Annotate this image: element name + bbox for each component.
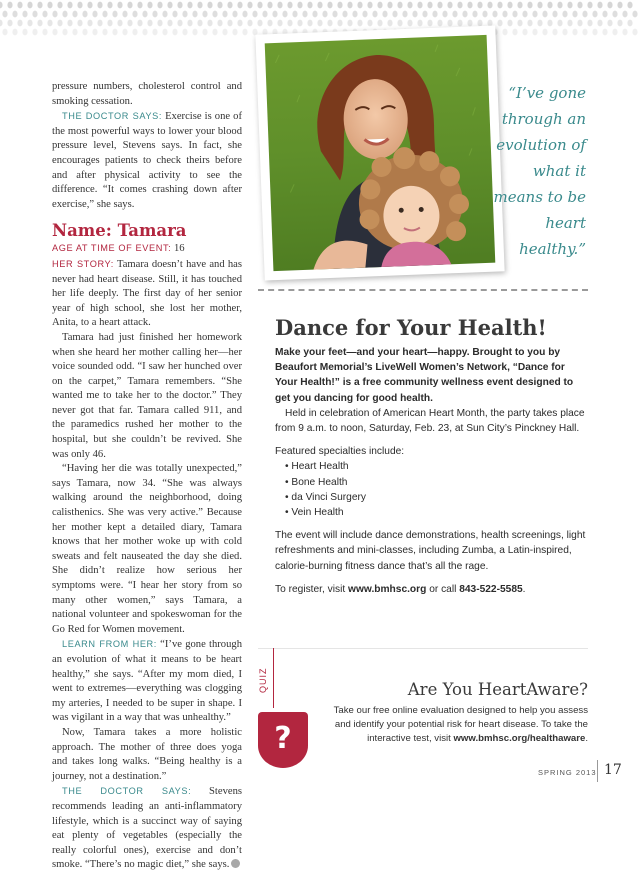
quiz-suffix: . bbox=[585, 733, 588, 744]
photo-frame bbox=[255, 25, 504, 280]
specialty-item: • Heart Health bbox=[285, 459, 587, 474]
learn-text: “I’ve gone through an evolution of what it means to be heart healthy,” she says. “After my mom died, I went to extremes—everything was clogging my arteries, I needed to be super in shape. I was vigilant in a way that was unhealthy.” bbox=[52, 639, 242, 724]
quiz-title: Are You HeartAware? bbox=[407, 680, 588, 699]
question-mark-icon: ? bbox=[258, 712, 308, 768]
end-of-article-icon bbox=[231, 859, 240, 868]
quiz-body bbox=[328, 704, 588, 746]
story-text: Tamara doesn’t have and has never had heart disease. Still, it has touched her life deeply. The first day of her senior year of high school, she lost her mother, Anita, to a heart attack. bbox=[52, 258, 242, 329]
doctor-says-text: Stevens recommends leading an anti-inflammatory lifestyle, which is a succinct way of saying eat plenty of vegetables (especially the really colorful ones), exercise and don’t smoke. “There’s no magic diet,” she says. bbox=[52, 786, 242, 871]
age-value: 16 bbox=[171, 243, 185, 255]
specialties-list bbox=[285, 459, 587, 520]
issue-label: SPRING 2013 bbox=[538, 768, 597, 777]
register-suffix: . bbox=[522, 583, 526, 595]
article-paragraph: Now, Tamara takes a more holistic approach. The mother of three does yoga and takes long walks. “Being healthy is a journey, not a destination.” bbox=[52, 726, 242, 782]
mother-daughter-photo bbox=[265, 35, 496, 271]
learn-paragraph bbox=[52, 637, 242, 726]
dance-event-box bbox=[275, 313, 587, 605]
story-paragraph bbox=[52, 257, 242, 331]
article-paragraph: pressure numbers, cholesterol control and smoking cessation. bbox=[52, 81, 242, 107]
age-line bbox=[52, 241, 242, 257]
article-paragraph: “Having her die was totally unexpected,” says Tamara, now 34. “She was always walking around the neighborhood, doing calisthenics. She was very active.” Because her mother kept a detailed diary, Tamara knows that her mother woke up with cold sweats and felt nauseated the day she died. She didn’t realize how serious her symptoms were. “I hear her story from so many other women,” says Tamara, a national volunteer and spokeswoman for the Go Red for Women movement. bbox=[52, 463, 242, 635]
event-description: The event will include dance demonstrations, health screenings, light refreshments and mini-classes, including Zumba, a Latin-inspired, calorie-burning fitness dance that’s all the rage. bbox=[275, 530, 586, 572]
dance-intro-text: Make your feet—and your heart—happy. Brought to you by Beaufort Memorial’s LiveWell Women’s Network, “Dance for Your Health!” is a free community wellness event designed to get you dancing for good health. bbox=[275, 347, 574, 404]
dance-intro bbox=[275, 345, 587, 436]
quiz-top-rule bbox=[258, 648, 588, 649]
specialty-item: • Bone Health bbox=[285, 475, 587, 490]
quiz-label: QUIZ bbox=[258, 667, 268, 693]
doctor-says-label: THE DOCTOR SAYS: bbox=[62, 111, 162, 122]
quiz-url-link[interactable]: www.bmhsc.org/healthaware bbox=[453, 733, 586, 744]
dance-details: Held in celebration of American Heart Month, the party takes place from 9 a.m. to noon, Saturday, Feb. 23, at Sun City’s Pinckney Hall. bbox=[275, 407, 585, 435]
register-prefix: To register, visit bbox=[275, 583, 349, 595]
specialty-item: • Vein Health bbox=[285, 505, 587, 520]
page-number: 17 bbox=[604, 762, 622, 778]
profile-name-heading: Name: Tamara bbox=[52, 221, 187, 241]
register-phone: 843-522-5585 bbox=[459, 583, 523, 595]
article-paragraph: Tamara had just finished her homework when she heard her mother calling her—her voice sounded odd. “I saw her hunched over on the carpet,” Tamara remembers. “She wanted me to take her to the doctor.” They never got that far. Tamara called 911, and the paramedics rushed her mother to the hospital, but she couldn’t be revived. She was only 46. bbox=[52, 331, 242, 460]
learn-label: LEARN FROM HER: bbox=[62, 639, 157, 650]
specialty-item: • da Vinci Surgery bbox=[285, 490, 587, 505]
quiz-text: Take our free online evaluation designed to help you assess and identify your potential risk for heart disease. To take the interactive test, visit bbox=[333, 705, 588, 744]
pull-quote: “I’ve gone through an evolution of what it means to be heart healthy.” bbox=[493, 84, 586, 258]
doctor-says-label: THE DOCTOR SAYS: bbox=[62, 786, 192, 797]
quiz-accent-rule bbox=[273, 648, 274, 708]
register-line bbox=[275, 582, 587, 597]
doctor-says-paragraph-2 bbox=[52, 784, 242, 873]
footer-rule bbox=[597, 760, 598, 782]
doctor-says-paragraph bbox=[52, 109, 242, 212]
specialties-heading: Featured specialties include: bbox=[275, 446, 405, 458]
register-mid: or call bbox=[426, 583, 460, 595]
dance-event-title: Dance for Your Health! bbox=[275, 315, 547, 340]
doctor-says-text: Exercise is one of the most powerful ways to lower your blood pressure level, Stevens says. In fact, she encourages patients to check theirs before and after physical activity to see the difference. “It comes crashing down after exercise,” she says. bbox=[52, 111, 243, 210]
age-label: AGE AT TIME OF EVENT: bbox=[52, 243, 172, 254]
left-article-column bbox=[52, 80, 242, 873]
story-label: HER STORY: bbox=[52, 258, 114, 269]
dashed-divider bbox=[258, 289, 588, 291]
register-url-link[interactable]: www.bmhsc.org bbox=[348, 583, 427, 595]
